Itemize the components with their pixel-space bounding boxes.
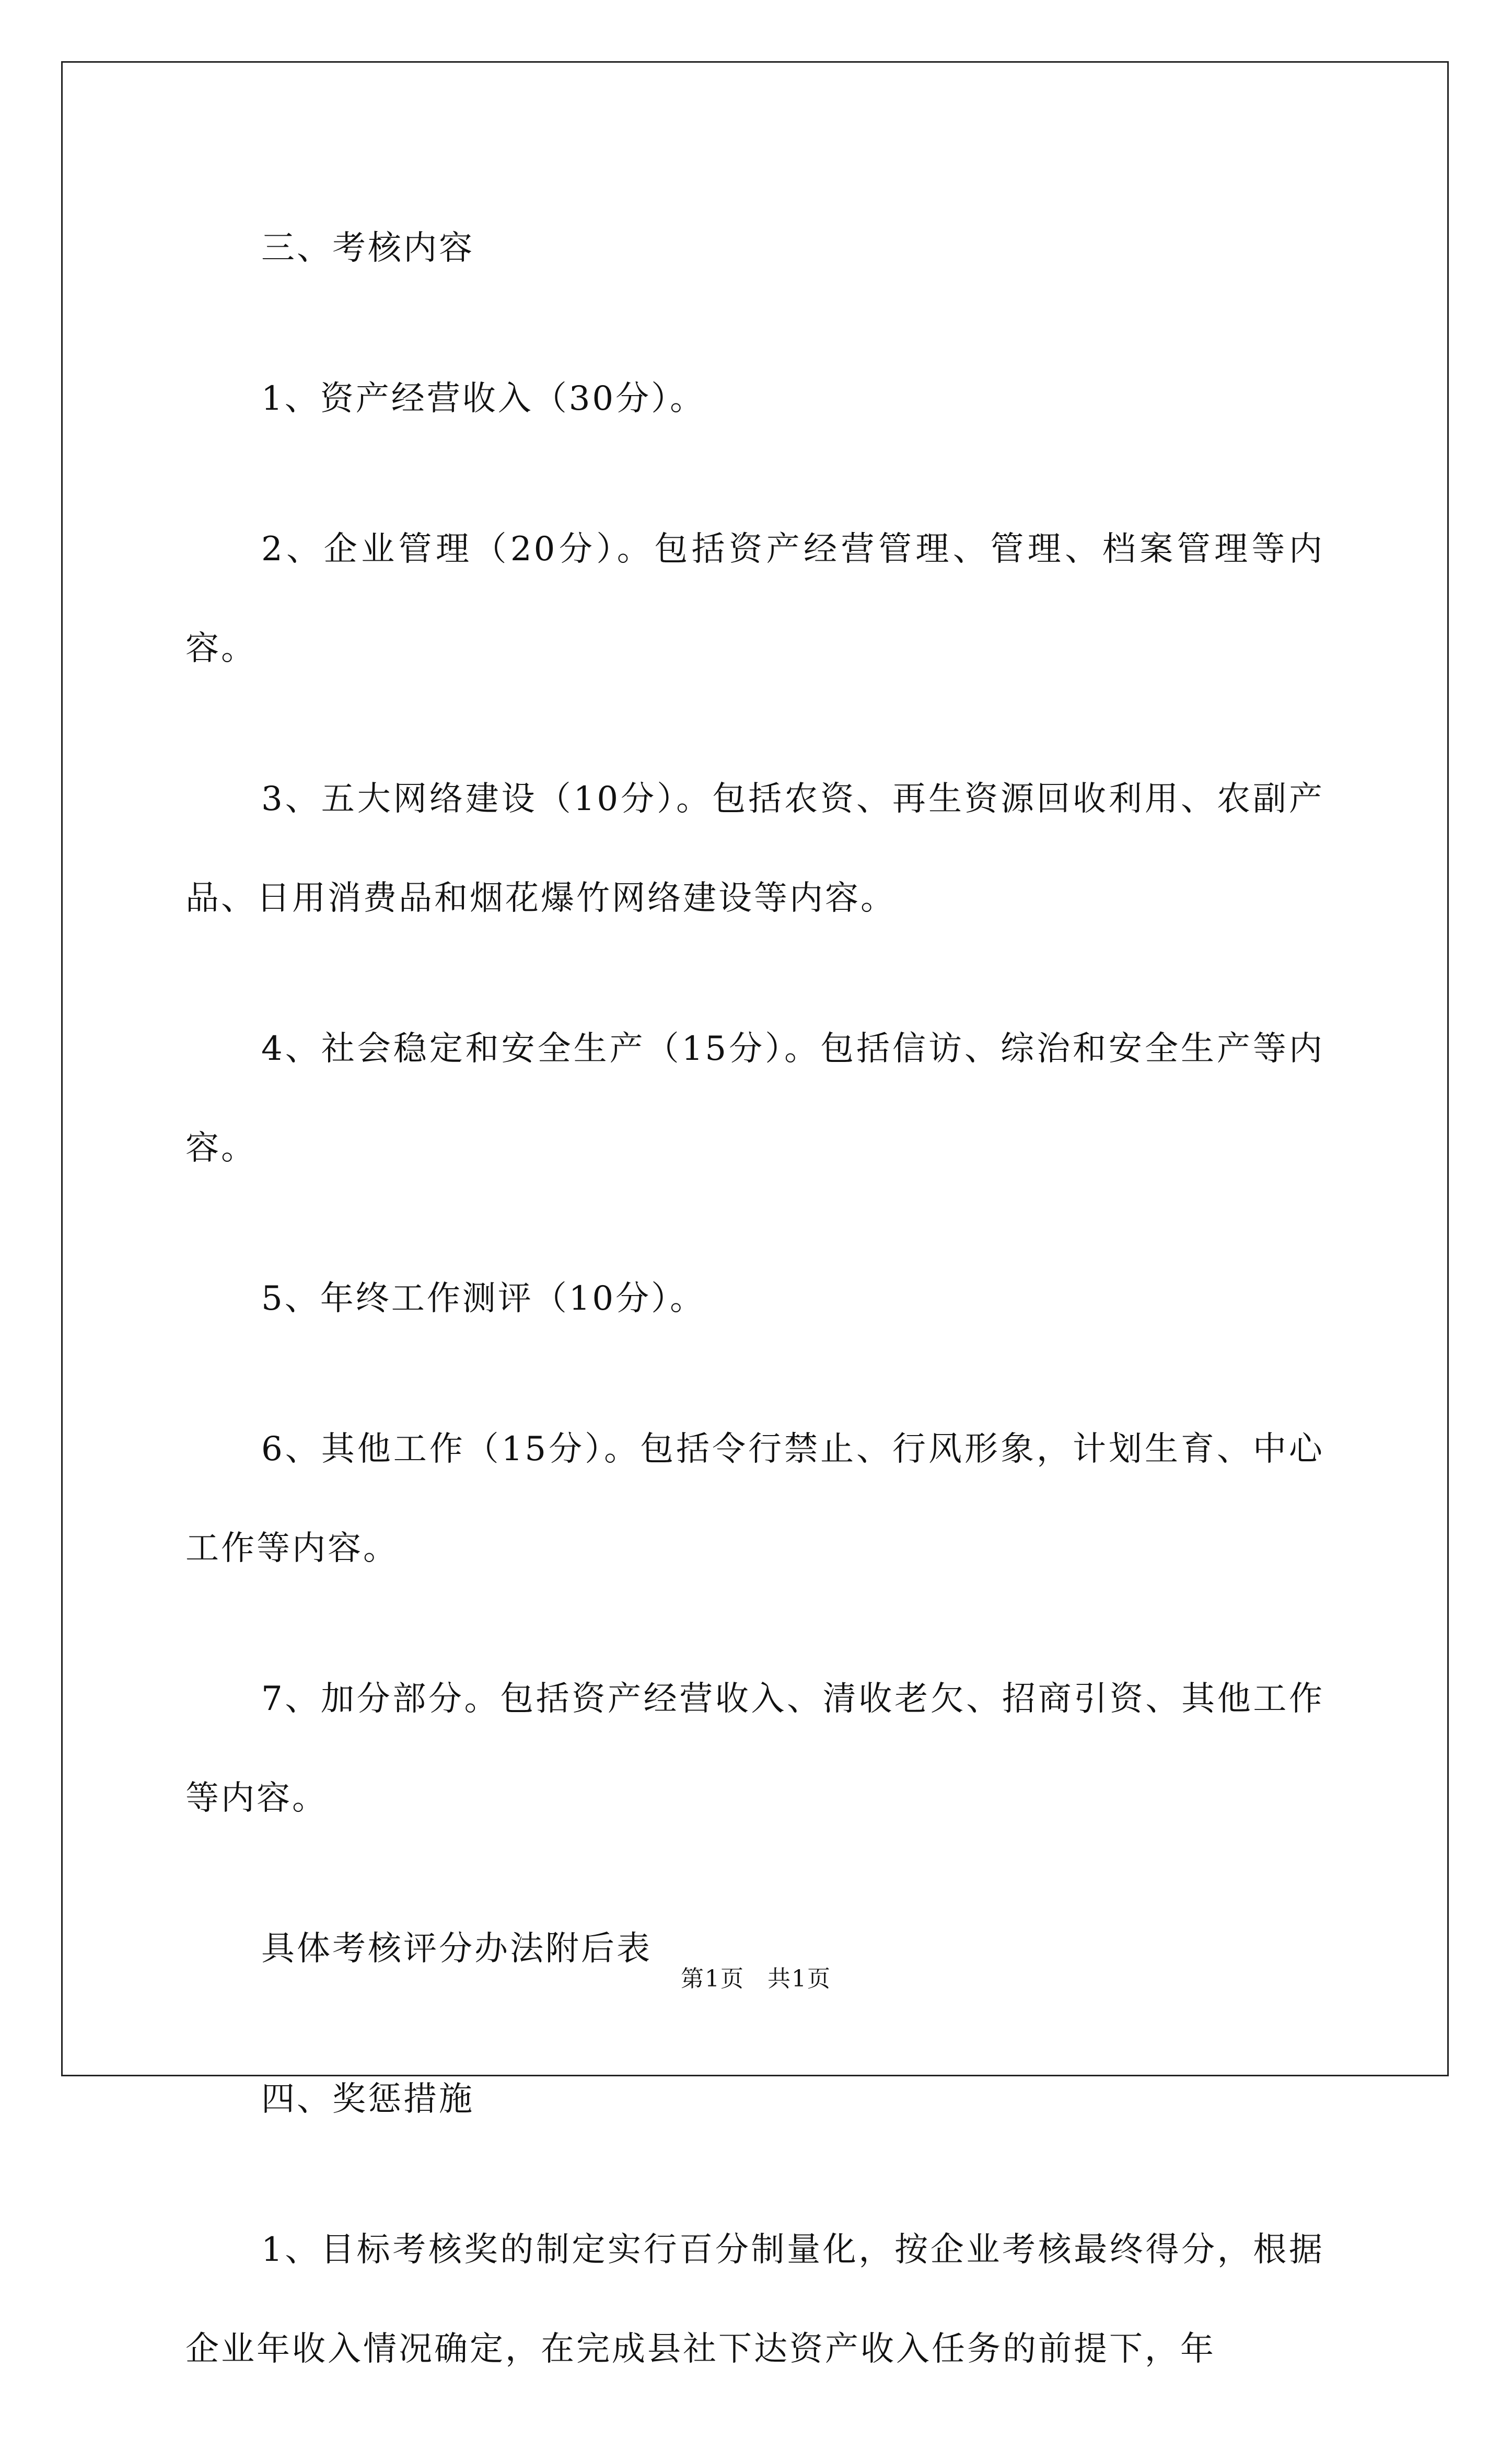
section-heading-assessment-content: 三、考核内容 (261, 229, 474, 268)
paragraph-item-6: 6、其他工作（15分）。包括令行禁止、行风形象，计划生育、中心工作等内容。 (185, 1430, 1324, 1568)
paragraph-reward-item-1: 1、目标考核奖的制定实行百分制量化，按企业考核最终得分，根据企业年收入情况确定，在完成县社下达资产收入任务的前提下，年 (185, 2231, 1324, 2368)
paragraph-scoring-note: 具体考核评分办法附后表 (261, 1929, 652, 1968)
paragraph-item-7: 7、加分部分。包括资产经营收入、清收老欠、招商引资、其他工作等内容。 (185, 1680, 1324, 1818)
paragraph-item-1: 1、资产经营收入（30分）。 (261, 379, 706, 418)
page-footer (0, 1960, 1512, 1993)
paragraph-item-2: 2、企业管理（20分）。包括资产经营管理、管理、档案管理等内容。 (185, 530, 1324, 668)
paragraph-item-5: 5、年终工作测评（10分）。 (261, 1279, 706, 1318)
paragraph-item-4: 4、社会稳定和安全生产（15分）。包括信访、综治和安全生产等内容。 (185, 1030, 1324, 1168)
section-heading-rewards-penalties: 四、奖惩措施 (261, 2080, 474, 2119)
page-number-current: 第1页 (681, 1966, 745, 1992)
paragraph-item-3: 3、五大网络建设（10分）。包括农资、再生资源回收利用、农副产品、日用消费品和烟花爆竹网络建设等内容。 (185, 780, 1324, 918)
document-body (185, 199, 1324, 2450)
page-number-total: 共1页 (767, 1966, 831, 1992)
